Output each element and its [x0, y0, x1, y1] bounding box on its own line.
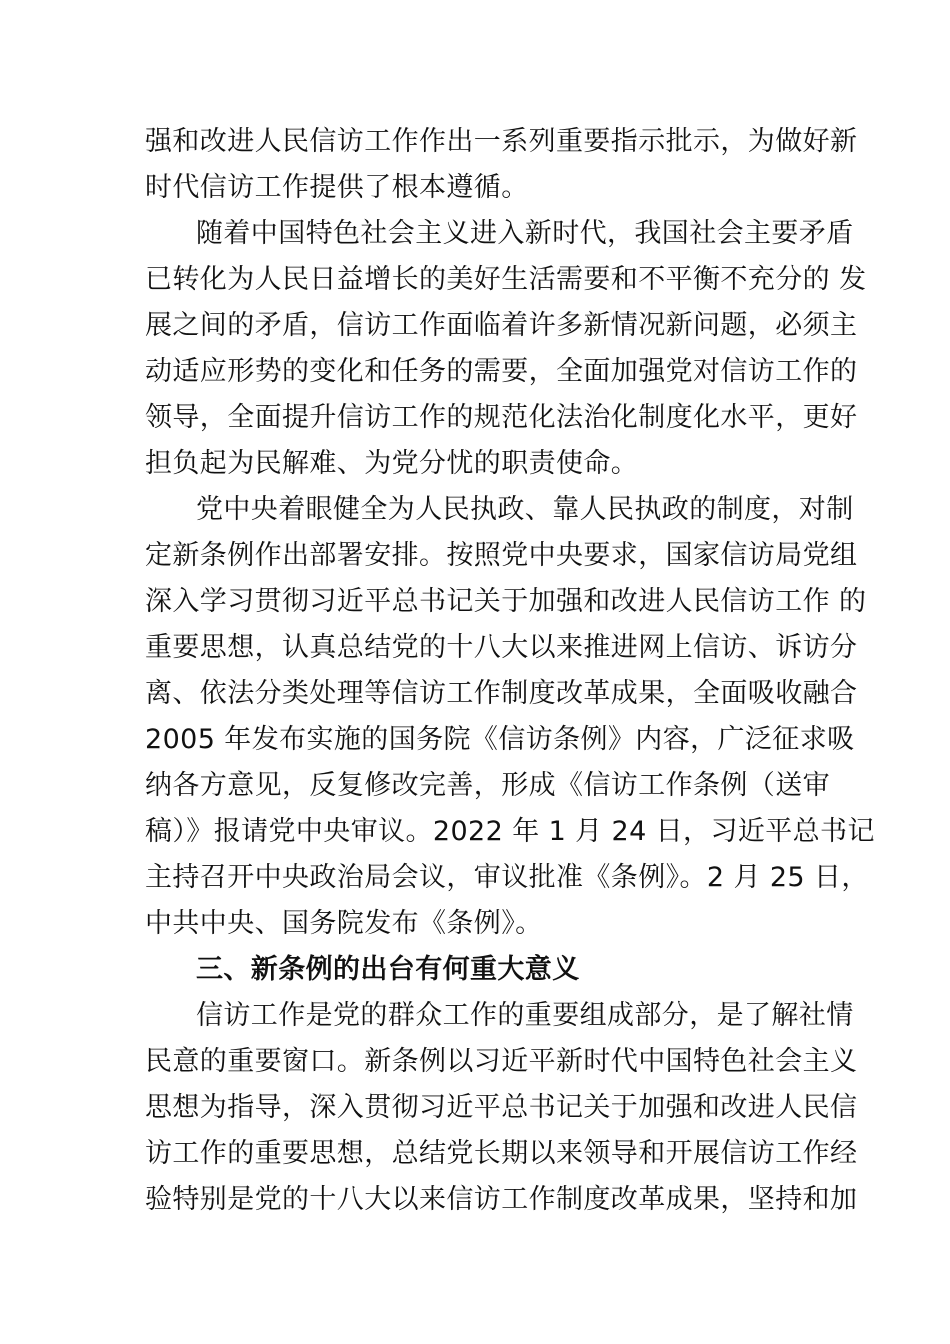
paragraph-line: 稿）》报请党中央审议。2022 年 1 月 24 日，习近平总书记	[145, 816, 875, 847]
paragraph-line: 已转化为人民日益增长的美好生活需要和不平衡不充分的 发	[145, 264, 867, 295]
paragraph-first-line: 党中央着眼健全为人民执政、靠人民执政的制度，对制	[196, 494, 854, 525]
paragraph-line: 验特别是党的十八大以来信访工作制度改革成果，坚持和加	[145, 1184, 858, 1215]
paragraph-line: 担负起为民解难、为党分忧的职责使命。	[145, 448, 639, 479]
paragraph-line: 思想为指导，深入贯彻习近平总书记关于加强和改进人民信	[145, 1092, 858, 1123]
paragraph-line: 领导，全面提升信访工作的规范化法治化制度化水平，更好	[145, 402, 858, 433]
paragraph-line: 离、依法分类处理等信访工作制度改革成果，全面吸收融合	[145, 678, 858, 709]
paragraph-line: 时代信访工作提供了根本遵循。	[145, 172, 529, 203]
paragraph-line: 重要思想，认真总结党的十八大以来推进网上信访、诉访分	[145, 632, 858, 663]
paragraph-line: 中共中央、国务院发布《条例》。	[145, 908, 543, 939]
paragraph-line: 访工作的重要思想，总结党长期以来领导和开展信访工作经	[145, 1138, 858, 1169]
paragraph-line: 展之间的矛盾，信访工作面临着许多新情况新问题，必须主	[145, 310, 858, 341]
paragraph-first-line: 信访工作是党的群众工作的重要组成部分，是了解社情	[196, 1000, 854, 1031]
paragraph-line: 定新条例作出部署安排。按照党中央要求，国家信访局党组	[145, 540, 858, 571]
paragraph-line: 强和改进人民信访工作作出一系列重要指示批示，为做好新	[145, 126, 858, 157]
paragraph-line: 动适应形势的变化和任务的需要，全面加强党对信访工作的	[145, 356, 858, 387]
paragraph-line: 民意的重要窗口。新条例以习近平新时代中国特色社会主义	[145, 1046, 858, 1077]
paragraph-line: 主持召开中央政治局会议，审议批准《条例》。2 月 25 日，	[145, 862, 869, 893]
paragraph-line: 2005 年发布实施的国务院《信访条例》内容，广泛征求吸	[145, 724, 855, 755]
paragraph-line: 深入学习贯彻习近平总书记关于加强和改进人民信访工作 的	[145, 586, 867, 617]
paragraph-first-line: 随着中国特色社会主义进入新时代，我国社会主要矛盾	[196, 218, 854, 249]
paragraph-line: 纳各方意见，反复修改完善，形成《信访工作条例（送审	[145, 770, 830, 801]
section-heading: 三、新条例的出台有何重大意义	[196, 954, 580, 985]
